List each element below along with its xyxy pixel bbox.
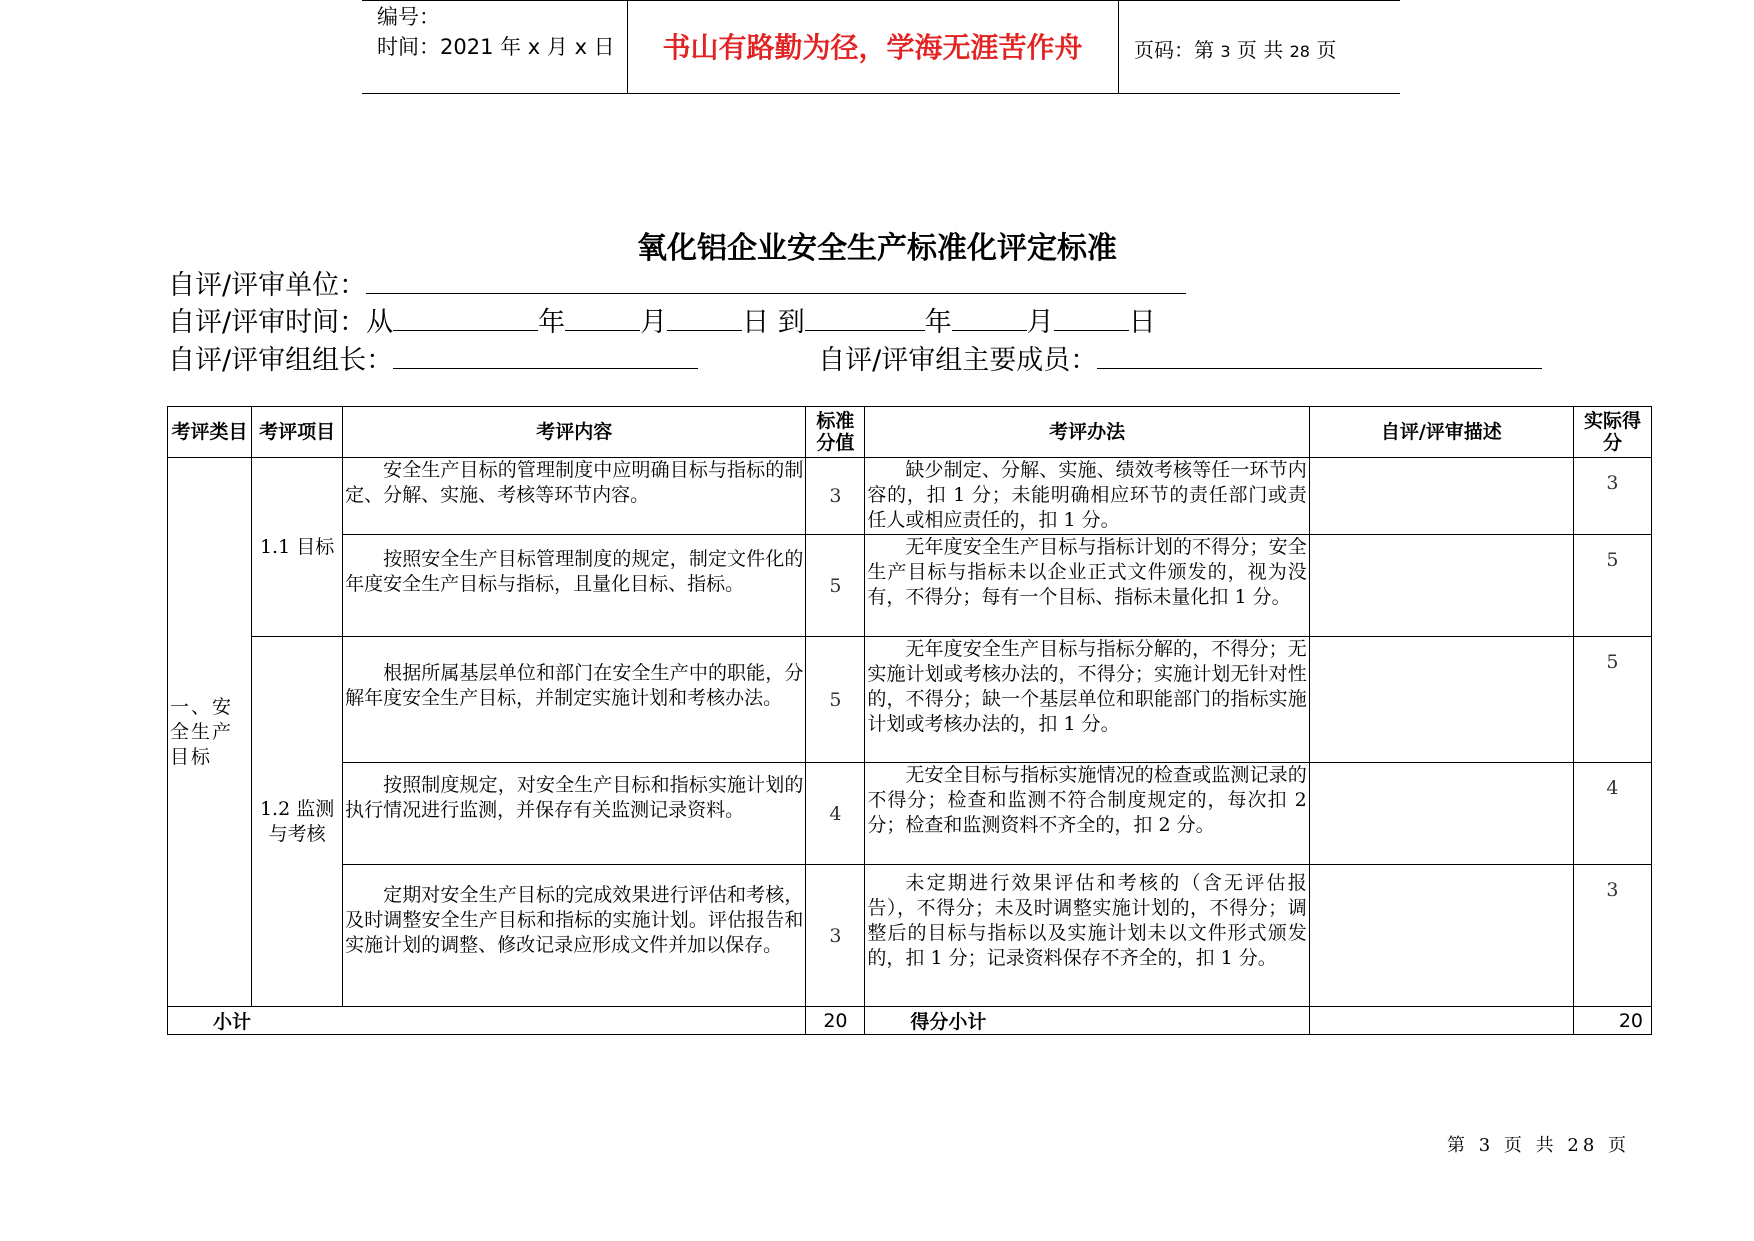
score-subtotal-value: 20	[1573, 1007, 1651, 1035]
col-header-content: 考评内容	[343, 407, 806, 458]
from-day-field[interactable]	[667, 306, 742, 331]
members-field[interactable]	[1097, 344, 1542, 369]
form-members-line	[168, 338, 1542, 377]
unit-field[interactable]	[366, 269, 1186, 294]
header-divider	[1118, 0, 1119, 93]
item-cell: 1.2 监测与考核	[252, 637, 343, 1007]
page-current: 3	[1220, 42, 1231, 61]
content-cell: 根据所属基层单位和部门在安全生产中的职能，分解年度安全生产目标，并制定实施计划和考核办法。	[343, 637, 806, 763]
description-cell[interactable]	[1309, 637, 1573, 763]
members-label: 自评/评审组主要成员：	[818, 345, 1098, 376]
standard-score-cell: 3	[806, 865, 865, 1007]
score-subtotal-label: 得分小计	[865, 1007, 1309, 1035]
day-label: 日	[1128, 307, 1156, 338]
page-mid: 页 共	[1236, 38, 1284, 62]
content-cell: 按照安全生产目标管理制度的规定，制定文件化的年度安全生产目标与指标，且量化目标、指标。	[343, 535, 806, 637]
page-header	[362, 0, 1400, 94]
col-header-standard-score: 标准分值	[806, 407, 865, 458]
page-suffix: 页	[1316, 38, 1337, 62]
evaluation-table	[167, 406, 1652, 1035]
subtotal-row	[168, 1007, 1652, 1035]
doc-time: 时间：2021 年 x 月 x 日	[377, 35, 615, 59]
standard-score-cell: 4	[806, 763, 865, 865]
actual-score-cell[interactable]: 5	[1573, 535, 1651, 637]
header-meta	[377, 2, 615, 62]
category-cell: 一、安全生产目标	[168, 458, 252, 1007]
standard-score-cell: 5	[806, 637, 865, 763]
year-label: 年	[538, 307, 566, 338]
item-cell: 1.1 目标	[252, 458, 343, 637]
footer-total-pages: 28	[1567, 1135, 1599, 1156]
method-cell: 无年度安全生产目标与指标计划的不得分；安全生产目标与指标未以企业正式文件颁发的，视为没有，不得分；每有一个目标、指标未量化扣 1 分。	[865, 535, 1309, 637]
table-row	[168, 458, 1652, 535]
col-header-method: 考评办法	[865, 407, 1309, 458]
description-cell[interactable]	[1309, 865, 1573, 1007]
to-month-field[interactable]	[952, 306, 1027, 331]
col-header-description: 自评/评审描述	[1309, 407, 1573, 458]
actual-score-cell[interactable]: 5	[1573, 637, 1651, 763]
standard-score-cell: 5	[806, 535, 865, 637]
time-label: 自评/评审时间：从	[168, 307, 394, 338]
page-title: 氧化铝企业安全生产标准化评定标准	[637, 231, 1117, 266]
content-cell: 安全生产目标的管理制度中应明确目标与指标的制定、分解、实施、考核等环节内容。	[343, 458, 806, 535]
table-row	[168, 763, 1652, 865]
page-footer	[1447, 1131, 1630, 1157]
footer-current-page: 3	[1478, 1135, 1495, 1156]
content-cell: 按照制度规定，对安全生产目标和指标实施计划的执行情况进行监测，并保存有关监测记录资料。	[343, 763, 806, 865]
header-page-indicator	[1134, 34, 1336, 63]
subtotal-description-cell	[1309, 1007, 1573, 1035]
actual-score-cell[interactable]: 3	[1573, 458, 1651, 535]
day-label: 日	[742, 307, 770, 338]
footer-mid: 页 共	[1503, 1135, 1558, 1156]
subtotal-label: 小计	[168, 1007, 806, 1035]
method-cell: 无年度安全生产目标与指标分解的，不得分；无实施计划或考核办法的，不得分；实施计划无针对性的，不得分；缺一个基层单位和职能部门的指标实施计划或考核办法的，扣 1 分。	[865, 637, 1309, 763]
leader-label: 自评/评审组组长：	[168, 345, 394, 376]
unit-label: 自评/评审单位：	[168, 270, 367, 301]
col-header-item: 考评项目	[252, 407, 343, 458]
year-label: 年	[924, 307, 952, 338]
from-month-field[interactable]	[565, 306, 640, 331]
content-cell: 定期对安全生产目标的完成效果进行评估和考核，及时调整安全生产目标和指标的实施计划。评估报告和实施计划的调整、修改记录应形成文件并加以保存。	[343, 865, 806, 1007]
doc-number-label: 编号：	[377, 5, 440, 29]
description-cell[interactable]	[1309, 763, 1573, 865]
method-cell: 缺少制定、分解、实施、绩效考核等任一环节内容的，扣 1 分；未能明确相应环节的责任部门或责任人或相应责任的，扣 1 分。	[865, 458, 1309, 535]
header-motto: 书山有路勤为径，学海无涯苦作舟	[662, 31, 1083, 64]
table-row	[168, 865, 1652, 1007]
form-time-line	[168, 300, 1156, 339]
table-row	[168, 637, 1652, 763]
month-label: 月	[1026, 307, 1054, 338]
from-year-field[interactable]	[393, 306, 538, 331]
to-label: 到	[777, 307, 805, 338]
page-total: 28	[1289, 42, 1310, 61]
method-cell: 未定期进行效果评估和考核的（含无评估报告），不得分；未及时调整实施计划的，不得分；调整后的目标与指标以及实施计划未以文件形式颁发的，扣 1 分；记录资料保存不齐全的，扣 1 分。	[865, 865, 1309, 1007]
footer-prefix: 第	[1447, 1135, 1469, 1156]
standard-score-cell: 3	[806, 458, 865, 535]
to-year-field[interactable]	[805, 306, 925, 331]
description-cell[interactable]	[1309, 535, 1573, 637]
page-prefix: 页码：第	[1134, 38, 1214, 62]
table-row	[168, 535, 1652, 637]
table-header-row	[168, 407, 1652, 458]
col-header-actual-score: 实际得分	[1573, 407, 1651, 458]
form-unit-line	[168, 263, 1186, 302]
actual-score-cell[interactable]: 3	[1573, 865, 1651, 1007]
leader-field[interactable]	[393, 344, 698, 369]
month-label: 月	[640, 307, 668, 338]
method-cell: 无安全目标与指标实施情况的检查或监测记录的不得分；检查和监测不符合制度规定的，每次扣 2 分；检查和监测资料不齐全的，扣 2 分。	[865, 763, 1309, 865]
description-cell[interactable]	[1309, 458, 1573, 535]
actual-score-cell[interactable]: 4	[1573, 763, 1651, 865]
subtotal-value: 20	[806, 1007, 865, 1035]
to-day-field[interactable]	[1054, 306, 1129, 331]
footer-suffix: 页	[1608, 1135, 1631, 1156]
col-header-category: 考评类目	[168, 407, 252, 458]
